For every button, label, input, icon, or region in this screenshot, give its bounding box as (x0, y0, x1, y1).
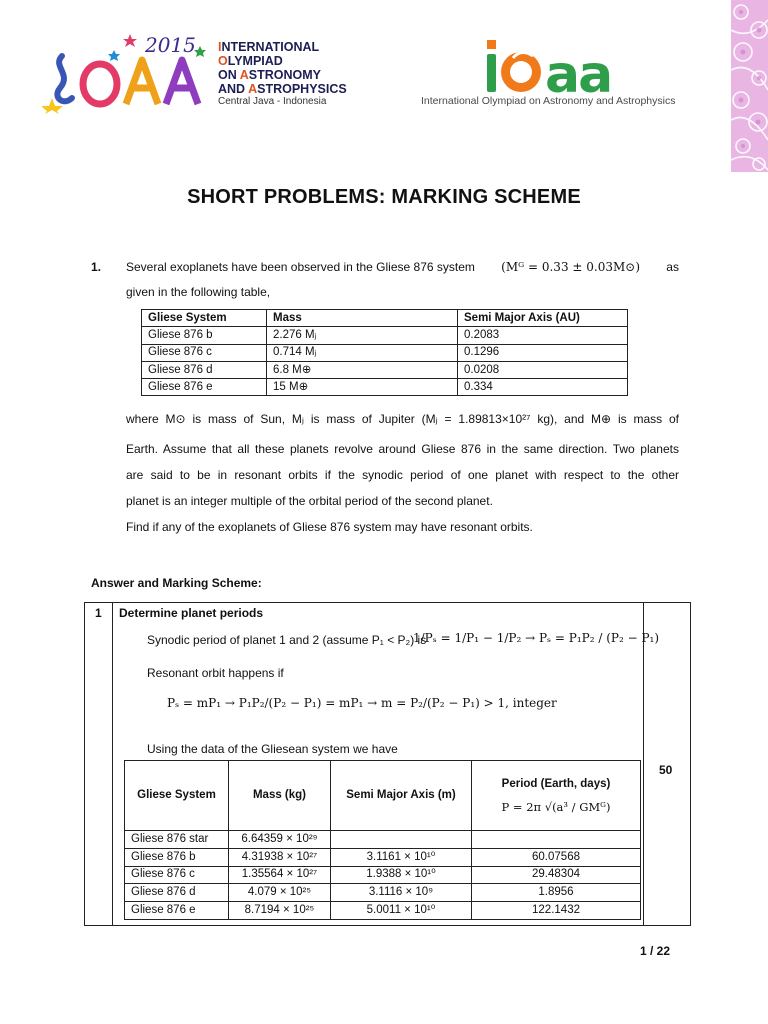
find-instruction: Find if any of the exoplanets of Gliese 876 system may have resonant orbits. (126, 520, 533, 534)
synodic-equation: 1/Pₛ = 1/P₁ − 1/P₂ → Pₛ = P₁P₂ / (P₂ − P₁) (413, 631, 660, 645)
ioaa-2015-logo-text (218, 40, 347, 96)
gliese-period-table (124, 760, 641, 920)
intro-continued: given in the following table, (126, 285, 271, 299)
ioaa-logo-subtitle: International Olympiad on Astronomy and Astrophysics (421, 95, 676, 107)
star-mass-expression: (Mᴳ = 0.33 ± 0.03M⊙) (501, 260, 641, 274)
table-row: Gliese 876 d 4.079 × 10²⁵ 3.1116 × 10⁹ 1.8956 (125, 884, 641, 902)
logo-line-1: INTERNATIONAL (218, 40, 320, 54)
logo-line-4: AND ASTROPHYSICS (218, 82, 347, 96)
intro-as: as (666, 260, 679, 274)
answer-heading: Answer and Marking Scheme: (91, 576, 262, 590)
marks-value: 50 (659, 763, 673, 777)
logo-location: Central Java - Indonesia (218, 96, 327, 107)
ioaa-2015-logo (42, 26, 217, 114)
logo-word: aa (545, 45, 612, 96)
table-row: Gliese 876 d 6.8 M⊕ 0.0208 (142, 361, 628, 378)
intro-text: Several exoplanets have been observed in the Gliese 876 system (126, 260, 475, 274)
planet-data-table (141, 309, 628, 396)
page-title: SHORT PROBLEMS: MARKING SCHEME (187, 186, 581, 208)
where-line: where M⊙ is mass of Sun, Mⱼ is mass of Jupiter (Mⱼ = 1.89813×10²⁷ kg), and M⊕ is mass of (126, 412, 679, 426)
ioaa-logo-icon (485, 38, 645, 96)
table-row: Gliese 876 e 8.7194 × 10²⁵ 5.0011 × 10¹⁰ 122.1432 (125, 902, 641, 920)
period-formula: P = 2π √(a³ / GMᴳ) (501, 799, 611, 814)
logo-year: 2015 (145, 33, 196, 57)
table-row: Gliese 876 c 0.714 Mⱼ 0.1296 (142, 344, 628, 361)
table-row: Gliese 876 b 2.276 Mⱼ 0.2083 (142, 327, 628, 344)
problem-intro (126, 260, 679, 274)
table-header-row: Gliese System Mass (kg) Semi Major Axis (m) Period (Earth, days) P = 2π √(a³ / GMᴳ) (125, 761, 641, 831)
using-text: Using the data of the Gliesean system we have (147, 742, 398, 756)
para-line: are said to be in resonant orbits if the synodic period of one planet with respect to the other (126, 468, 679, 482)
ioaa-logo (485, 38, 645, 96)
resonant-text: Resonant orbit happens if (147, 666, 284, 680)
lace-pattern-icon (731, 0, 768, 172)
decorative-lace-strip (731, 0, 768, 172)
row-number: 1 (95, 606, 102, 620)
problem-number: 1. (91, 260, 102, 274)
table-row: Gliese 876 b 4.31938 × 10²⁷ 3.1161 × 10¹⁰ 60.07568 (125, 848, 641, 866)
section-title: Determine planet periods (119, 606, 264, 620)
para-line: Earth. Assume that all these planets revolve around Gliese 876 in the same direction. Two planets (126, 442, 679, 456)
table-row: Gliese 876 e 15 M⊕ 0.334 (142, 379, 628, 396)
para-line: planet is an integer multiple of the orbital period of the second planet. (126, 494, 493, 508)
table-row: Gliese 876 c 1.35564 × 10²⁷ 1.9388 × 10¹⁰ 29.48304 (125, 866, 641, 884)
table-header-row: Gliese System Mass Semi Major Axis (AU) (142, 310, 628, 327)
page-number: 1 / 22 (640, 944, 671, 958)
logo-line-3: ON ASTRONOMY (218, 68, 322, 82)
ioaa-2015-logo-icon (42, 26, 217, 114)
logo-line-2: OLYMPIAD (218, 54, 283, 68)
synodic-text: Synodic period of planet 1 and 2 (assume P₁ < P₂) is (147, 633, 427, 647)
resonant-equation: Pₛ = mP₁ → P₁P₂/(P₂ − P₁) = mP₁ → m = P₂/(P₂ − P₁) > 1, integer (167, 696, 557, 710)
table-row: Gliese 876 star 6.64359 × 10²⁹ (125, 831, 641, 849)
